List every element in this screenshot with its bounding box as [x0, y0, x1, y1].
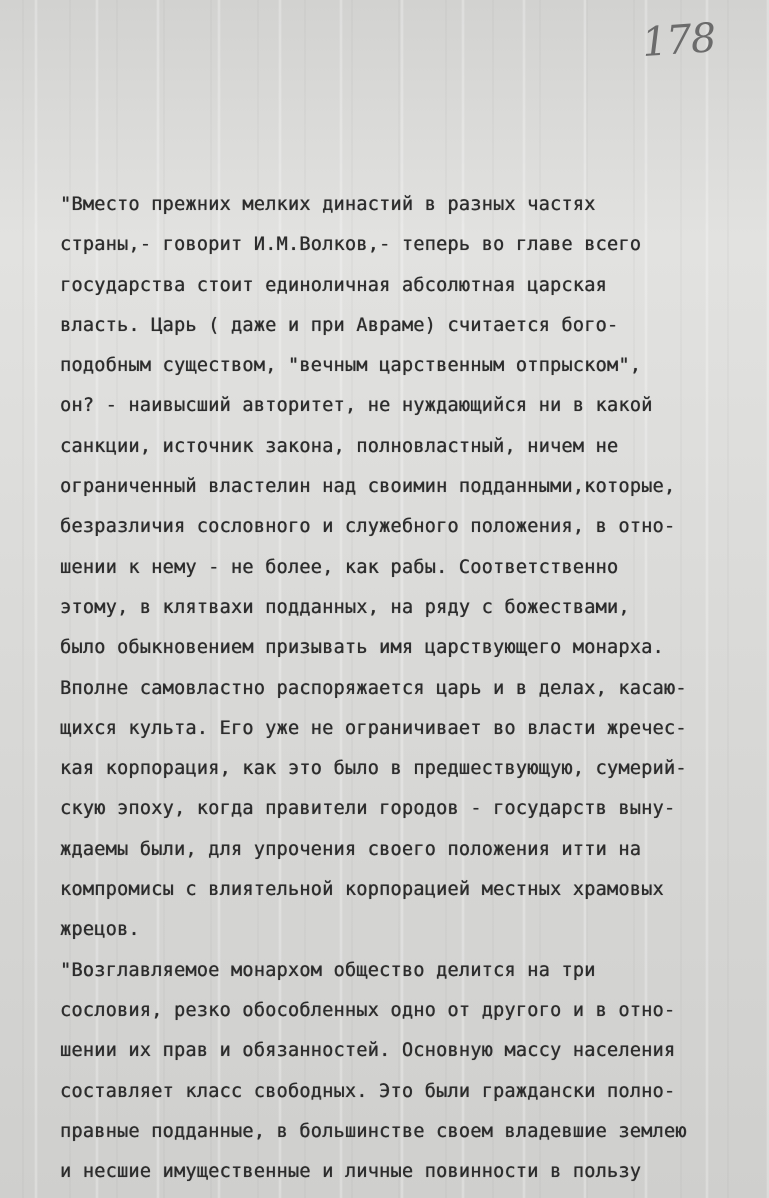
- text-line: и несшие имущественные и личные повинности в пользу: [60, 1161, 642, 1183]
- text-line: этому, в клятвахи подданных, на ряду с божествами,: [60, 596, 630, 618]
- text-line: подобным существом, "вечным царственным отпрыском",: [60, 355, 642, 377]
- text-line: сословия, резко обособленных одно от другого и в отно-: [60, 999, 676, 1021]
- text-line: Вполне самовластно распоряжается царь и в делах, касаю-: [60, 677, 687, 699]
- text-line: ограниченный властелин над своимин подданными,которые,: [60, 476, 676, 498]
- text-line: шении их прав и обязанностей. Основную массу населения: [60, 1040, 676, 1062]
- text-line: ждаемы были, для упрочения своего положения итти на: [60, 838, 642, 860]
- text-line: "Возглавляемое монархом общество делится на три: [60, 959, 596, 981]
- text-line: скую эпоху, когда правители городов - государств выну-: [60, 798, 676, 820]
- text-line: было обыкновением призывать имя царствующего монарха.: [60, 637, 664, 659]
- text-line: государства стоит единоличная абсолютная царская: [60, 274, 607, 296]
- text-line: кая корпорация, как это было в предшествующую, сумерий-: [60, 758, 687, 780]
- text-line: он? - наивысший авторитет, не нуждающийся ни в какой: [60, 395, 653, 417]
- page-number: 178: [640, 15, 717, 67]
- text-line: составляет класс свободных. Это были граждански полно-: [60, 1080, 676, 1102]
- text-line: жрецов.: [60, 919, 140, 941]
- text-line: "Вместо прежних мелких династий в разных частях: [60, 194, 596, 215]
- typed-text-body: [60, 185, 760, 1192]
- text-line: шении к нему - не более, как рабы. Соответственно: [60, 556, 619, 578]
- text-line: страны,- говорит И.М.Волков,- теперь во главе всего: [60, 234, 642, 256]
- text-line: щихся культа. Его уже не ограничивает во власти жречес-: [60, 717, 687, 739]
- text-line: безразличия сословного и служебного положения, в отно-: [60, 516, 676, 538]
- text-line: правные подданные, в большинстве своем владевшие землею: [60, 1120, 687, 1142]
- text-line: власть. Царь ( даже и при Авраме) считается бого-: [60, 314, 619, 336]
- text-line: санкции, источник закона, полновластный, ничем не: [60, 435, 619, 457]
- text-line: компромисы с влиятельной корпорацией местных храмовых: [60, 879, 664, 901]
